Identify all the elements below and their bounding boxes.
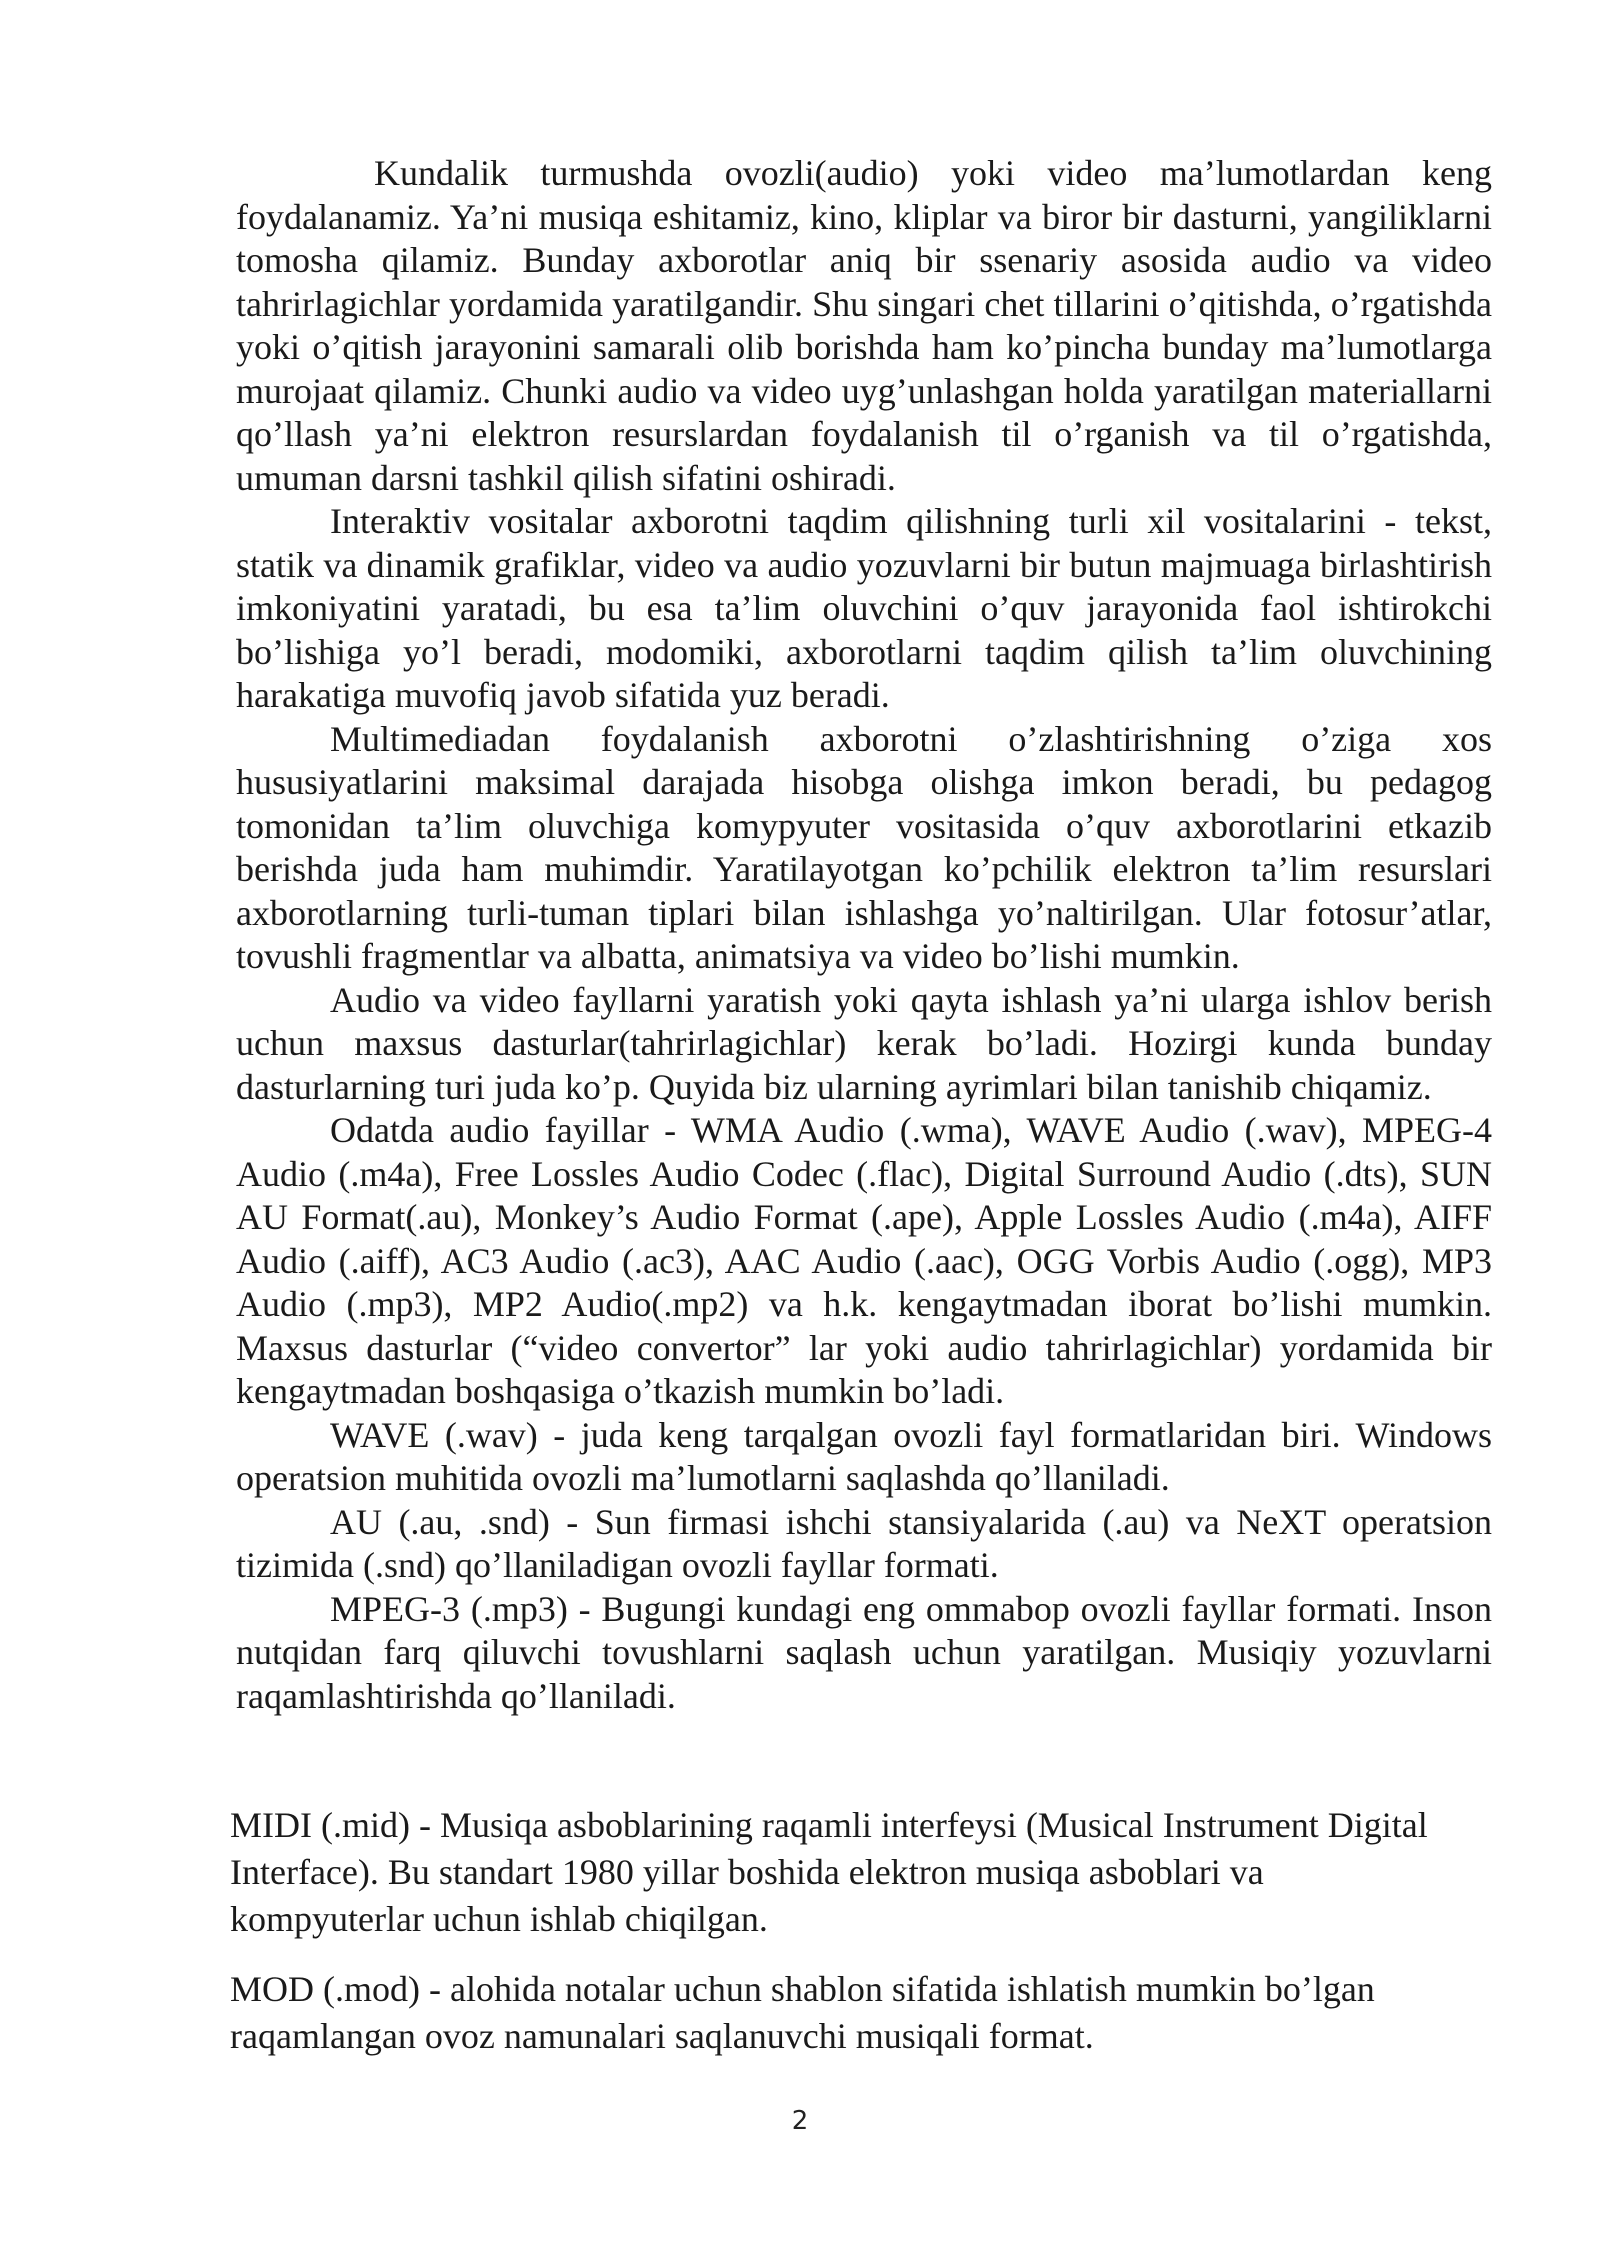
midi-line: Interface). Bu standart 1980 yillar boshida elektron musiqa asboblari va	[230, 1852, 1264, 1892]
paragraph-editors: Audio va video fayllarni yaratish yoki qayta ishlash ya’ni ularga ishlov berish uchun maxsus dasturlar(tahrirlagichlar) kerak bo’ladi. Hozirgi kunda bunday dasturlarning turi juda ko’p. Quyida biz ularning ayrimlari bilan tanishib chiqamiz.	[236, 979, 1492, 1107]
paragraph-wave: WAVE (.wav) - juda keng tarqalgan ovozli fayl formatlaridan biri. Windows operatsion muhitida ovozli ma’lumotlarni saqlashda qo’llaniladi.	[236, 1414, 1492, 1498]
paragraph-multimedia: Multimediadan foydalanish axborotni o’zlashtirishning o’ziga xos hususiyatlarini maksimal darajada hisobga olishga imkon beradi, bu pedagog tomonidan ta’lim oluvchiga komypyuter vositasida o’quv axborotlarini etkazib berishda juda ham muhimdir. Yaratilayotgan ko’pchilik elektron ta’lim resurslari axborotlarning turli-tuman tiplari bilan ishlashga yo’naltirilgan. Ular fotosur’atlar, tovushli fragmentlar va albatta, animatsiya va video bo’lishi mumkin.	[236, 718, 1492, 976]
mod-line: raqamlangan ovoz namunalari saqlanuvchi musiqali format.	[230, 2016, 1094, 2056]
paragraph-au: AU (.au, .snd) - Sun firmasi ishchi stansiyalarida (.au) va NeXT operatsion tizimida (.snd) qo’llaniladigan ovozli fayllar formati.	[236, 1501, 1492, 1585]
midi-line: kompyuterlar uchun ishlab chiqilgan.	[230, 1899, 768, 1939]
mod-section	[230, 1966, 1500, 2060]
mod-line: MOD (.mod) - alohida notalar uchun shablon sifatida ishlatish mumkin bo’lgan	[230, 1969, 1375, 2009]
paragraph-audio-formats: Odatda audio fayillar - WMA Audio (.wma), WAVE Audio (.wav), MPEG-4 Audio (.m4a), Free Lossles Audio Codec (.flac), Digital Surround Audio (.dts), SUN AU Format(.au), Monkey’s Audio Format (.ape), Apple Lossles Audio (.m4a), AIFF Audio (.aiff), AC3 Audio (.ac3), AAC Audio (.aac), OGG Vorbis Audio (.ogg), MP3 Audio (.mp3), MP2 Audio(.mp2) va h.k. kengaytmadan iborat bo’lishi mumkin. Maxsus dasturlar (“video convertor” lar yoki audio tahrirlagichlar) yordamida bir kengaytmadan boshqasiga o’tkazish mumkin bo’ladi.	[236, 1110, 1492, 1411]
paragraph-interactive-tools: Interaktiv vositalar axborotni taqdim qilishning turli xil vositalarini - tekst, statik va dinamik grafiklar, video va audio yozuvlarni bir butun majmuaga birlashtirish imkoniyatini yaratadi, bu esa ta’lim oluvchini o’quv jarayonida faol ishtirokchi bo’lishiga yo’l beradi, modomiki, axborotlarni taqdim qilish ta’lim oluvchining harakatiga muvofiq javob sifatida yuz beradi.	[236, 501, 1492, 715]
page-number: 2	[791, 2106, 809, 2136]
paragraph-intro: Kundalik turmushda ovozli(audio) yoki video ma’lumotlardan keng foydalanamiz. Ya’ni musiqa eshitamiz, kino, kliplar va biror bir dasturni, yangiliklarni tomosha qilamiz. Bunday axborotlar aniq bir ssenariy asosida audio va video tahrirlagichlar yordamida yaratilgandir. Shu singari chet tillarini o’qitishda, o’rgatishda yoki o’qitish jarayonini samarali olib borishda ham ko’pincha bunday ma’lumotlarga murojaat qilamiz. Chunki audio va video uyg’unlashgan holda yaratilgan materiallarni qo’llash ya’ni elektron resurslardan foydalanish til o’rganish va til o’rgatishda, umuman darsni tashkil qilish sifatini oshiradi.	[236, 153, 1492, 498]
midi-section	[230, 1802, 1500, 1943]
main-text-block	[236, 152, 1492, 1718]
paragraph-mp3: MPEG-3 (.mp3) - Bugungi kundagi eng ommabop ovozli fayllar formati. Inson nutqidan farq qiluvchi tovushlarni saqlash uchun yaratilgan. Musiqiy yozuvlarni raqamlashtirishda qo’llaniladi.	[236, 1588, 1492, 1716]
midi-line: MIDI (.mid) - Musiqa asboblarining raqamli interfeysi (Musical Instrument Digital	[230, 1805, 1428, 1845]
